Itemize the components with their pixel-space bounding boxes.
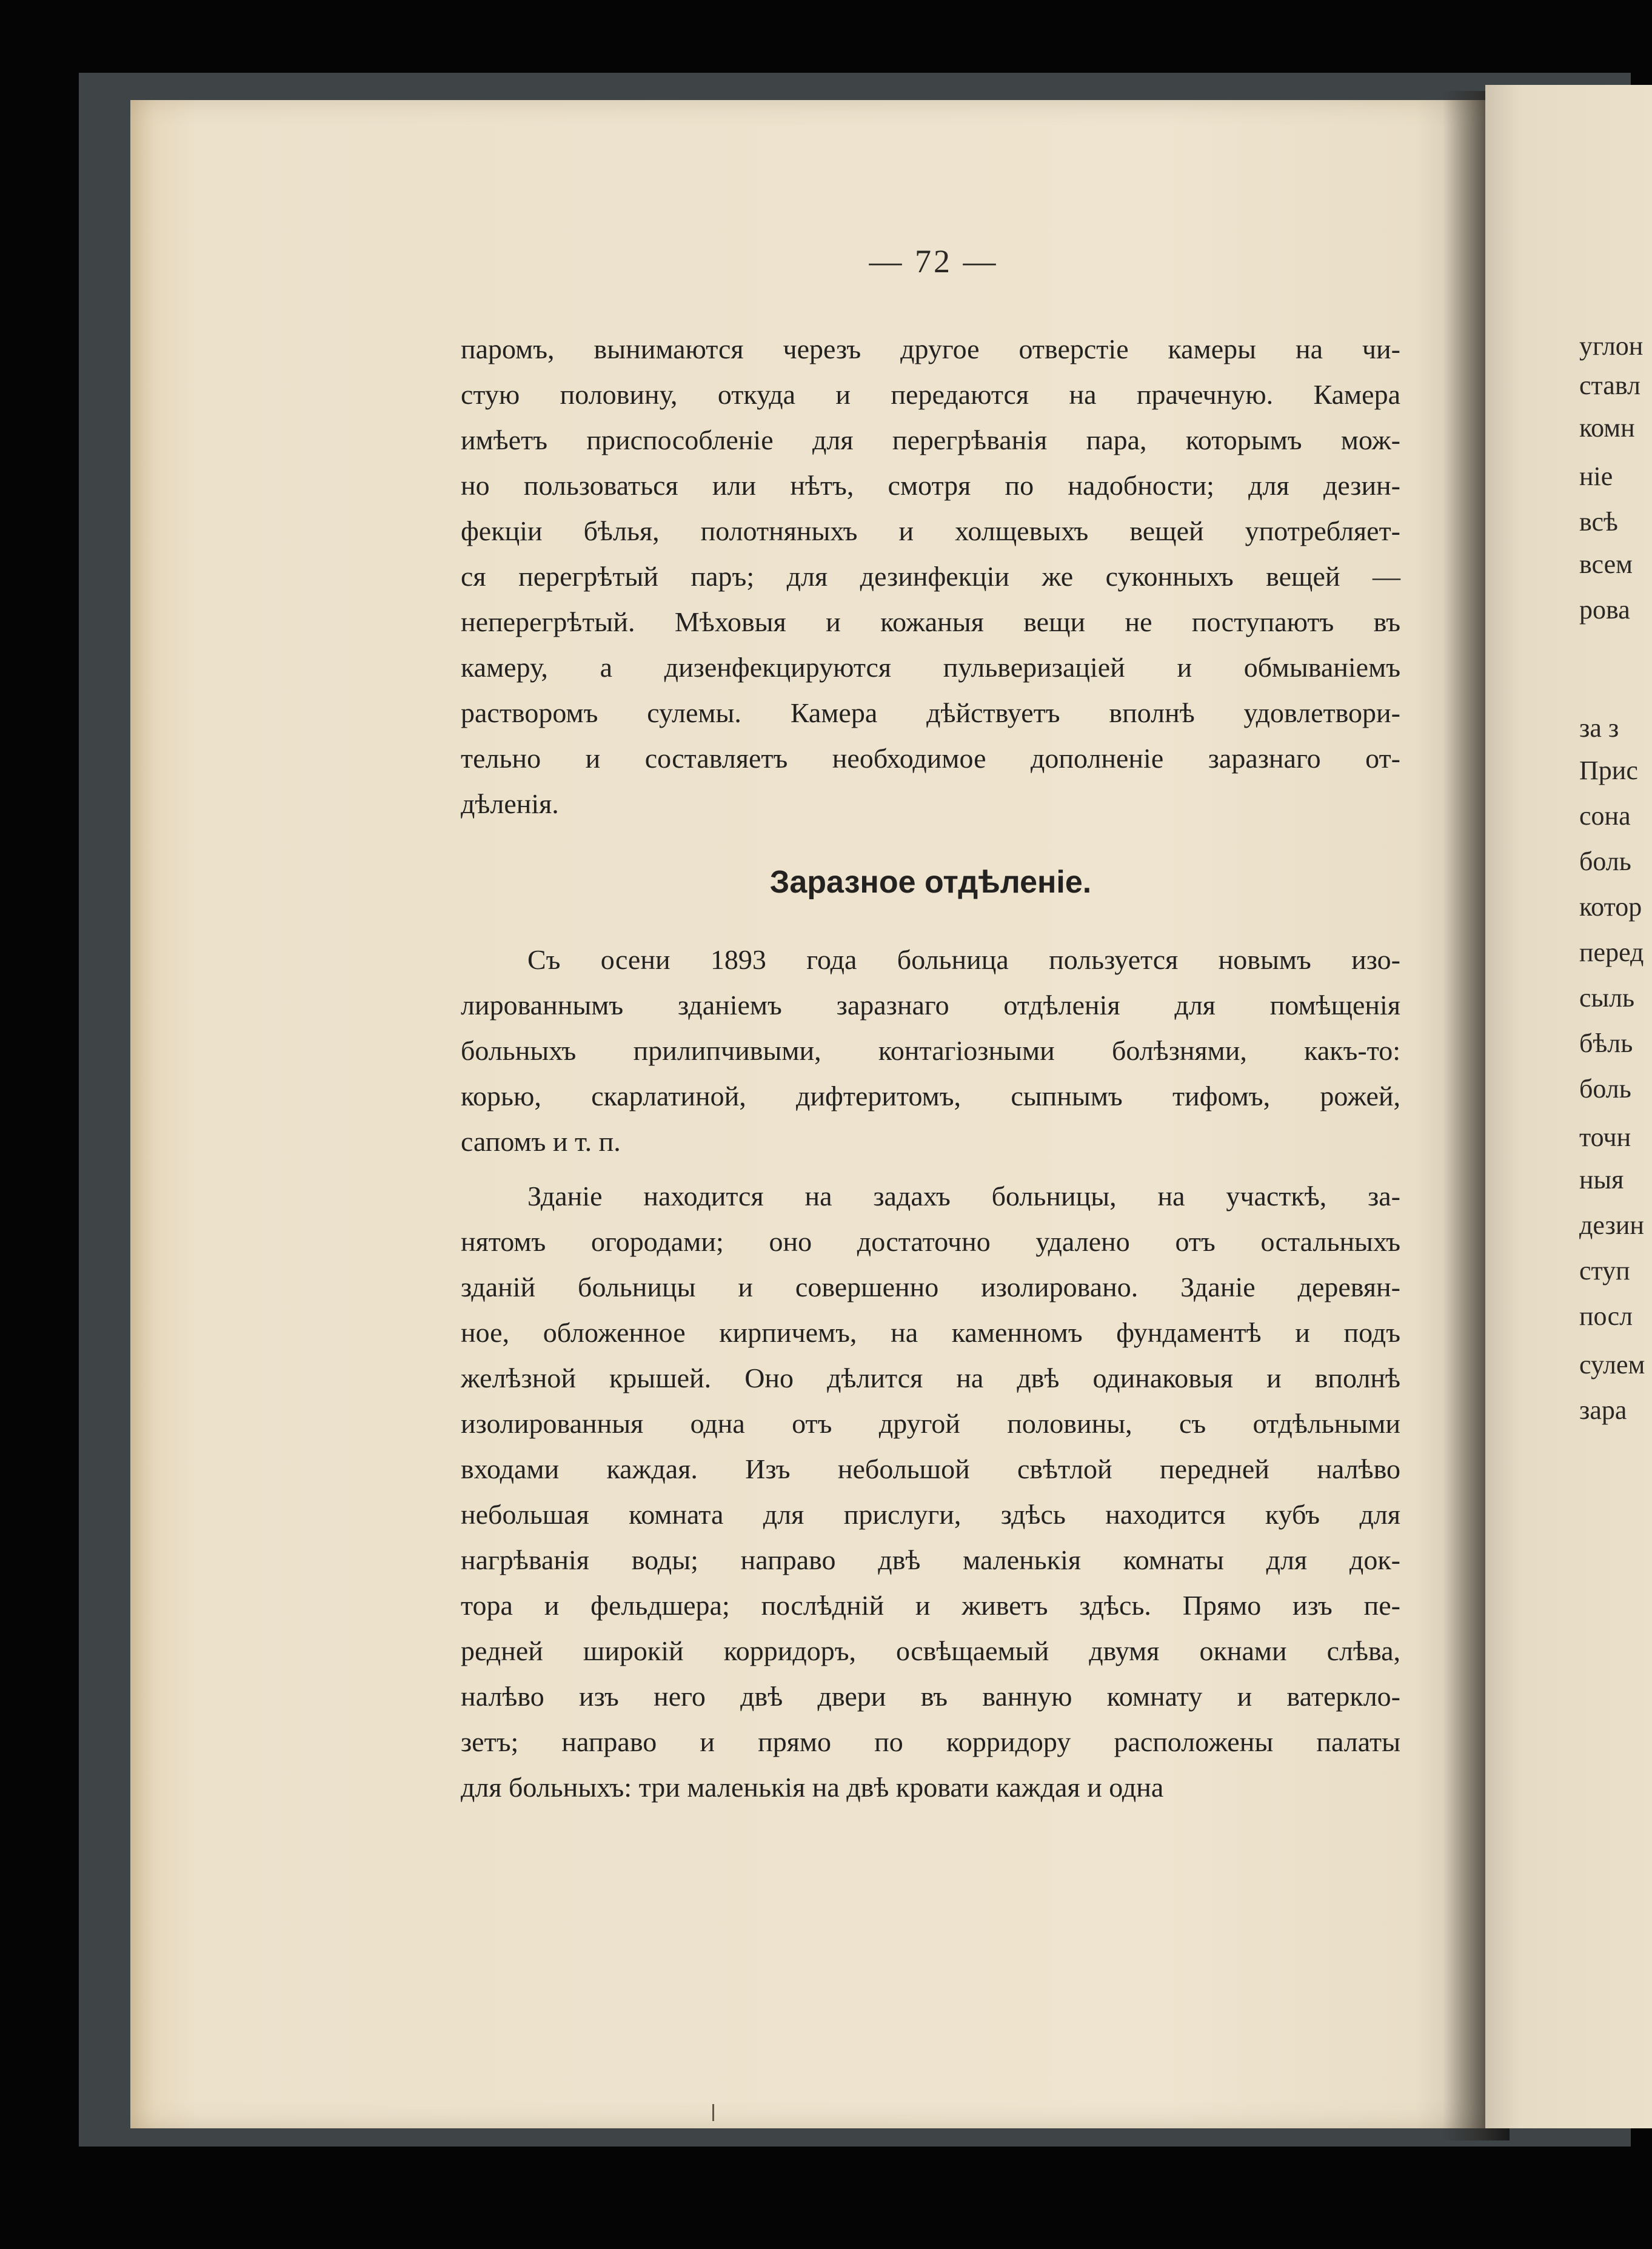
text-line: зданій больницы и совершенно изолировано. Зданіе деревян- bbox=[461, 1272, 1400, 1302]
facing-page-fragment: бѣль bbox=[1579, 1028, 1633, 1058]
text-line: изолированныя одна отъ другой половины, съ отдѣльными bbox=[461, 1408, 1400, 1439]
text-line: но пользоваться или нѣтъ, смотря по надобности; для дезин- bbox=[461, 470, 1400, 501]
facing-page-fragment: всем bbox=[1579, 549, 1633, 579]
page-number: — 72 — bbox=[869, 243, 998, 280]
text-line: дѣленія. bbox=[461, 788, 559, 819]
facing-page-fragment: дезин bbox=[1579, 1210, 1644, 1240]
text-line: растворомъ сулемы. Камера дѣйствуетъ вполнѣ удовлетвори- bbox=[461, 697, 1400, 728]
facing-page-fragment: рова bbox=[1579, 595, 1630, 625]
text-line: ся перегрѣтый паръ; для дезинфекціи же суконныхъ вещей — bbox=[461, 561, 1400, 592]
facing-page-fragment: сона bbox=[1579, 801, 1631, 831]
text-line: редней широкій корридоръ, освѣщаемый двумя окнами слѣва, bbox=[461, 1635, 1400, 1666]
text-line: входами каждая. Изъ небольшой свѣтлой передней налѣво bbox=[461, 1453, 1400, 1484]
facing-page-fragment: точн bbox=[1579, 1122, 1631, 1152]
text-line: нагрѣванія воды; направо двѣ маленькія комнаты для док- bbox=[461, 1544, 1400, 1575]
text-line: фекціи бѣлья, полотняныхъ и холщевыхъ вещей употребляет- bbox=[461, 515, 1400, 546]
section-heading: Заразное отдѣленіе. bbox=[769, 865, 1092, 900]
facing-page-fragment: ставл bbox=[1579, 370, 1640, 400]
text-line: имѣетъ приспособленіе для перегрѣванія пара, которымъ мож- bbox=[461, 424, 1400, 455]
facing-page-fragment: ступ bbox=[1579, 1256, 1630, 1285]
text-line: нятомъ огородами; оно достаточно удалено отъ остальныхъ bbox=[461, 1226, 1400, 1257]
text-line: налѣво изъ него двѣ двери въ ванную комнату и ватеркло- bbox=[461, 1681, 1400, 1712]
facing-page-fragment: боль bbox=[1579, 846, 1631, 876]
page-mark bbox=[712, 2104, 714, 2121]
facing-page-fragment: посл bbox=[1579, 1301, 1633, 1331]
text-line: Зданіе находится на задахъ больницы, на участкѣ, за- bbox=[527, 1181, 1400, 1212]
text-line: сапомъ и т. п. bbox=[461, 1126, 621, 1157]
text-line: больныхъ прилипчивыми, контагіозными болѣзнями, какъ-то: bbox=[461, 1035, 1400, 1066]
text-line: тора и фельдшера; послѣдній и живетъ здѣсь. Прямо изъ пе- bbox=[461, 1590, 1400, 1621]
facing-page-fragment: сулем bbox=[1579, 1350, 1645, 1379]
facing-page-fragment: зара bbox=[1579, 1395, 1627, 1425]
text-line: паромъ, вынимаются черезъ другое отверстіе камеры на чи- bbox=[461, 333, 1400, 364]
facing-page-fragment: ніе bbox=[1579, 461, 1613, 491]
text-line: желѣзной крышей. Оно дѣлится на двѣ одинаковыя и вполнѣ bbox=[461, 1362, 1400, 1393]
text-line: Съ осени 1893 года больница пользуется новымъ изо- bbox=[527, 944, 1400, 975]
text-line: тельно и составляетъ необходимое дополненіе заразнаго от- bbox=[461, 743, 1400, 774]
facing-page-fragment: ныя bbox=[1579, 1165, 1624, 1195]
text-line: небольшая комната для прислуги, здѣсь находится кубъ для bbox=[461, 1499, 1400, 1530]
facing-page-fragment: Прис bbox=[1579, 756, 1638, 785]
text-line: ное, обложенное кирпичемъ, на каменномъ фундаментѣ и подъ bbox=[461, 1317, 1400, 1348]
text-line: корью, скарлатиной, дифтеритомъ, сыпнымъ тифомъ, рожей, bbox=[461, 1081, 1400, 1111]
text-line: лированнымъ зданіемъ заразнаго отдѣленія для помѣщенія bbox=[461, 990, 1400, 1021]
text-line: камеру, а дизенфекцируются пульверизаціей и обмываніемъ bbox=[461, 652, 1400, 683]
text-line: для больныхъ: три маленькія на двѣ кровати каждая и одна bbox=[461, 1772, 1164, 1803]
text-line: неперегрѣтый. Мѣховыя и кожаныя вещи не поступаютъ въ bbox=[461, 606, 1400, 637]
facing-page-fragment: котор bbox=[1579, 892, 1642, 922]
facing-page-fragment: сыль bbox=[1579, 983, 1635, 1013]
text-line: зетъ; направо и прямо по корридору расположены палаты bbox=[461, 1726, 1400, 1757]
facing-page-fragment: перед bbox=[1579, 937, 1644, 967]
facing-page-fragment: боль bbox=[1579, 1074, 1631, 1104]
facing-page-fragment: комн bbox=[1579, 413, 1635, 443]
facing-page-fragment: углон bbox=[1579, 331, 1644, 361]
facing-page-fragment: за з bbox=[1579, 713, 1619, 743]
text-line: стую половину, откуда и передаются на прачечную. Камера bbox=[461, 379, 1400, 410]
facing-page-fragment: всѣ bbox=[1579, 507, 1618, 537]
